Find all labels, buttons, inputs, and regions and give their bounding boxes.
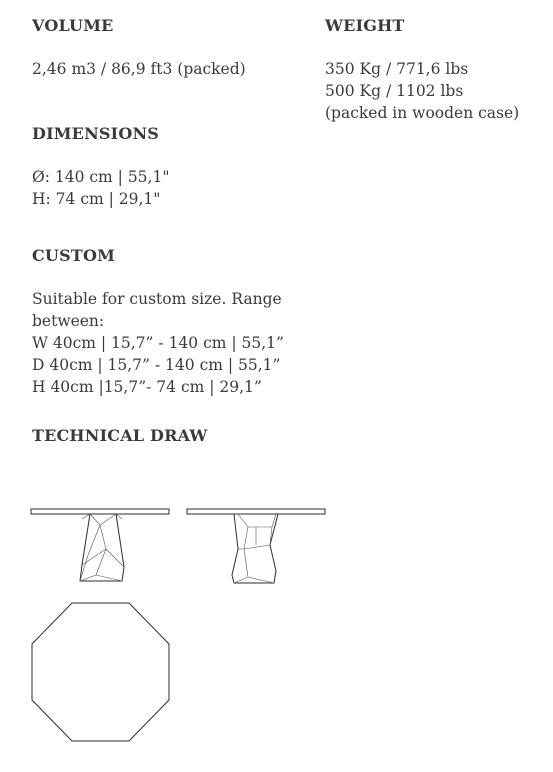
weight-line-packed: 500 Kg / 1102 lbs: [325, 82, 464, 100]
dimension-height: H: 74 cm | 29,1": [32, 190, 161, 208]
custom-section: [32, 246, 284, 398]
volume-heading: VOLUME: [32, 16, 114, 35]
side-elevation-drawing: [186, 505, 328, 585]
weight-section: [325, 16, 519, 124]
dimension-diameter: Ø: 140 cm | 55,1": [32, 168, 170, 186]
front-elevation-drawing: [30, 505, 172, 585]
technical-draw-heading: TECHNICAL DRAW: [32, 426, 208, 445]
dimensions-heading: DIMENSIONS: [32, 124, 160, 143]
top-plan-octagon-drawing: [30, 600, 172, 744]
weight-heading: WEIGHT: [325, 16, 405, 35]
custom-line-height: H 40cm |15,7”- 74 cm | 29,1”: [32, 378, 262, 396]
custom-line-width: W 40cm | 15,7” - 140 cm | 55,1”: [32, 334, 284, 352]
custom-values: [32, 288, 284, 398]
custom-line-intro: Suitable for custom size. Range: [32, 290, 282, 308]
custom-line-depth: D 40cm | 15,7” - 140 cm | 55,1”: [32, 356, 281, 374]
dimensions-values: [32, 166, 169, 210]
weight-values: [325, 58, 519, 124]
volume-value: 2,46 m3 / 86,9 ft3 (packed): [32, 60, 246, 78]
volume-section: [32, 16, 246, 80]
weight-line-net: 350 Kg / 771,6 lbs: [325, 60, 469, 78]
technical-draw-section: [32, 426, 208, 446]
custom-heading: CUSTOM: [32, 246, 115, 265]
weight-line-note: (packed in wooden case): [325, 104, 520, 122]
dimensions-section: [32, 124, 169, 210]
custom-line-between: between:: [32, 312, 105, 330]
